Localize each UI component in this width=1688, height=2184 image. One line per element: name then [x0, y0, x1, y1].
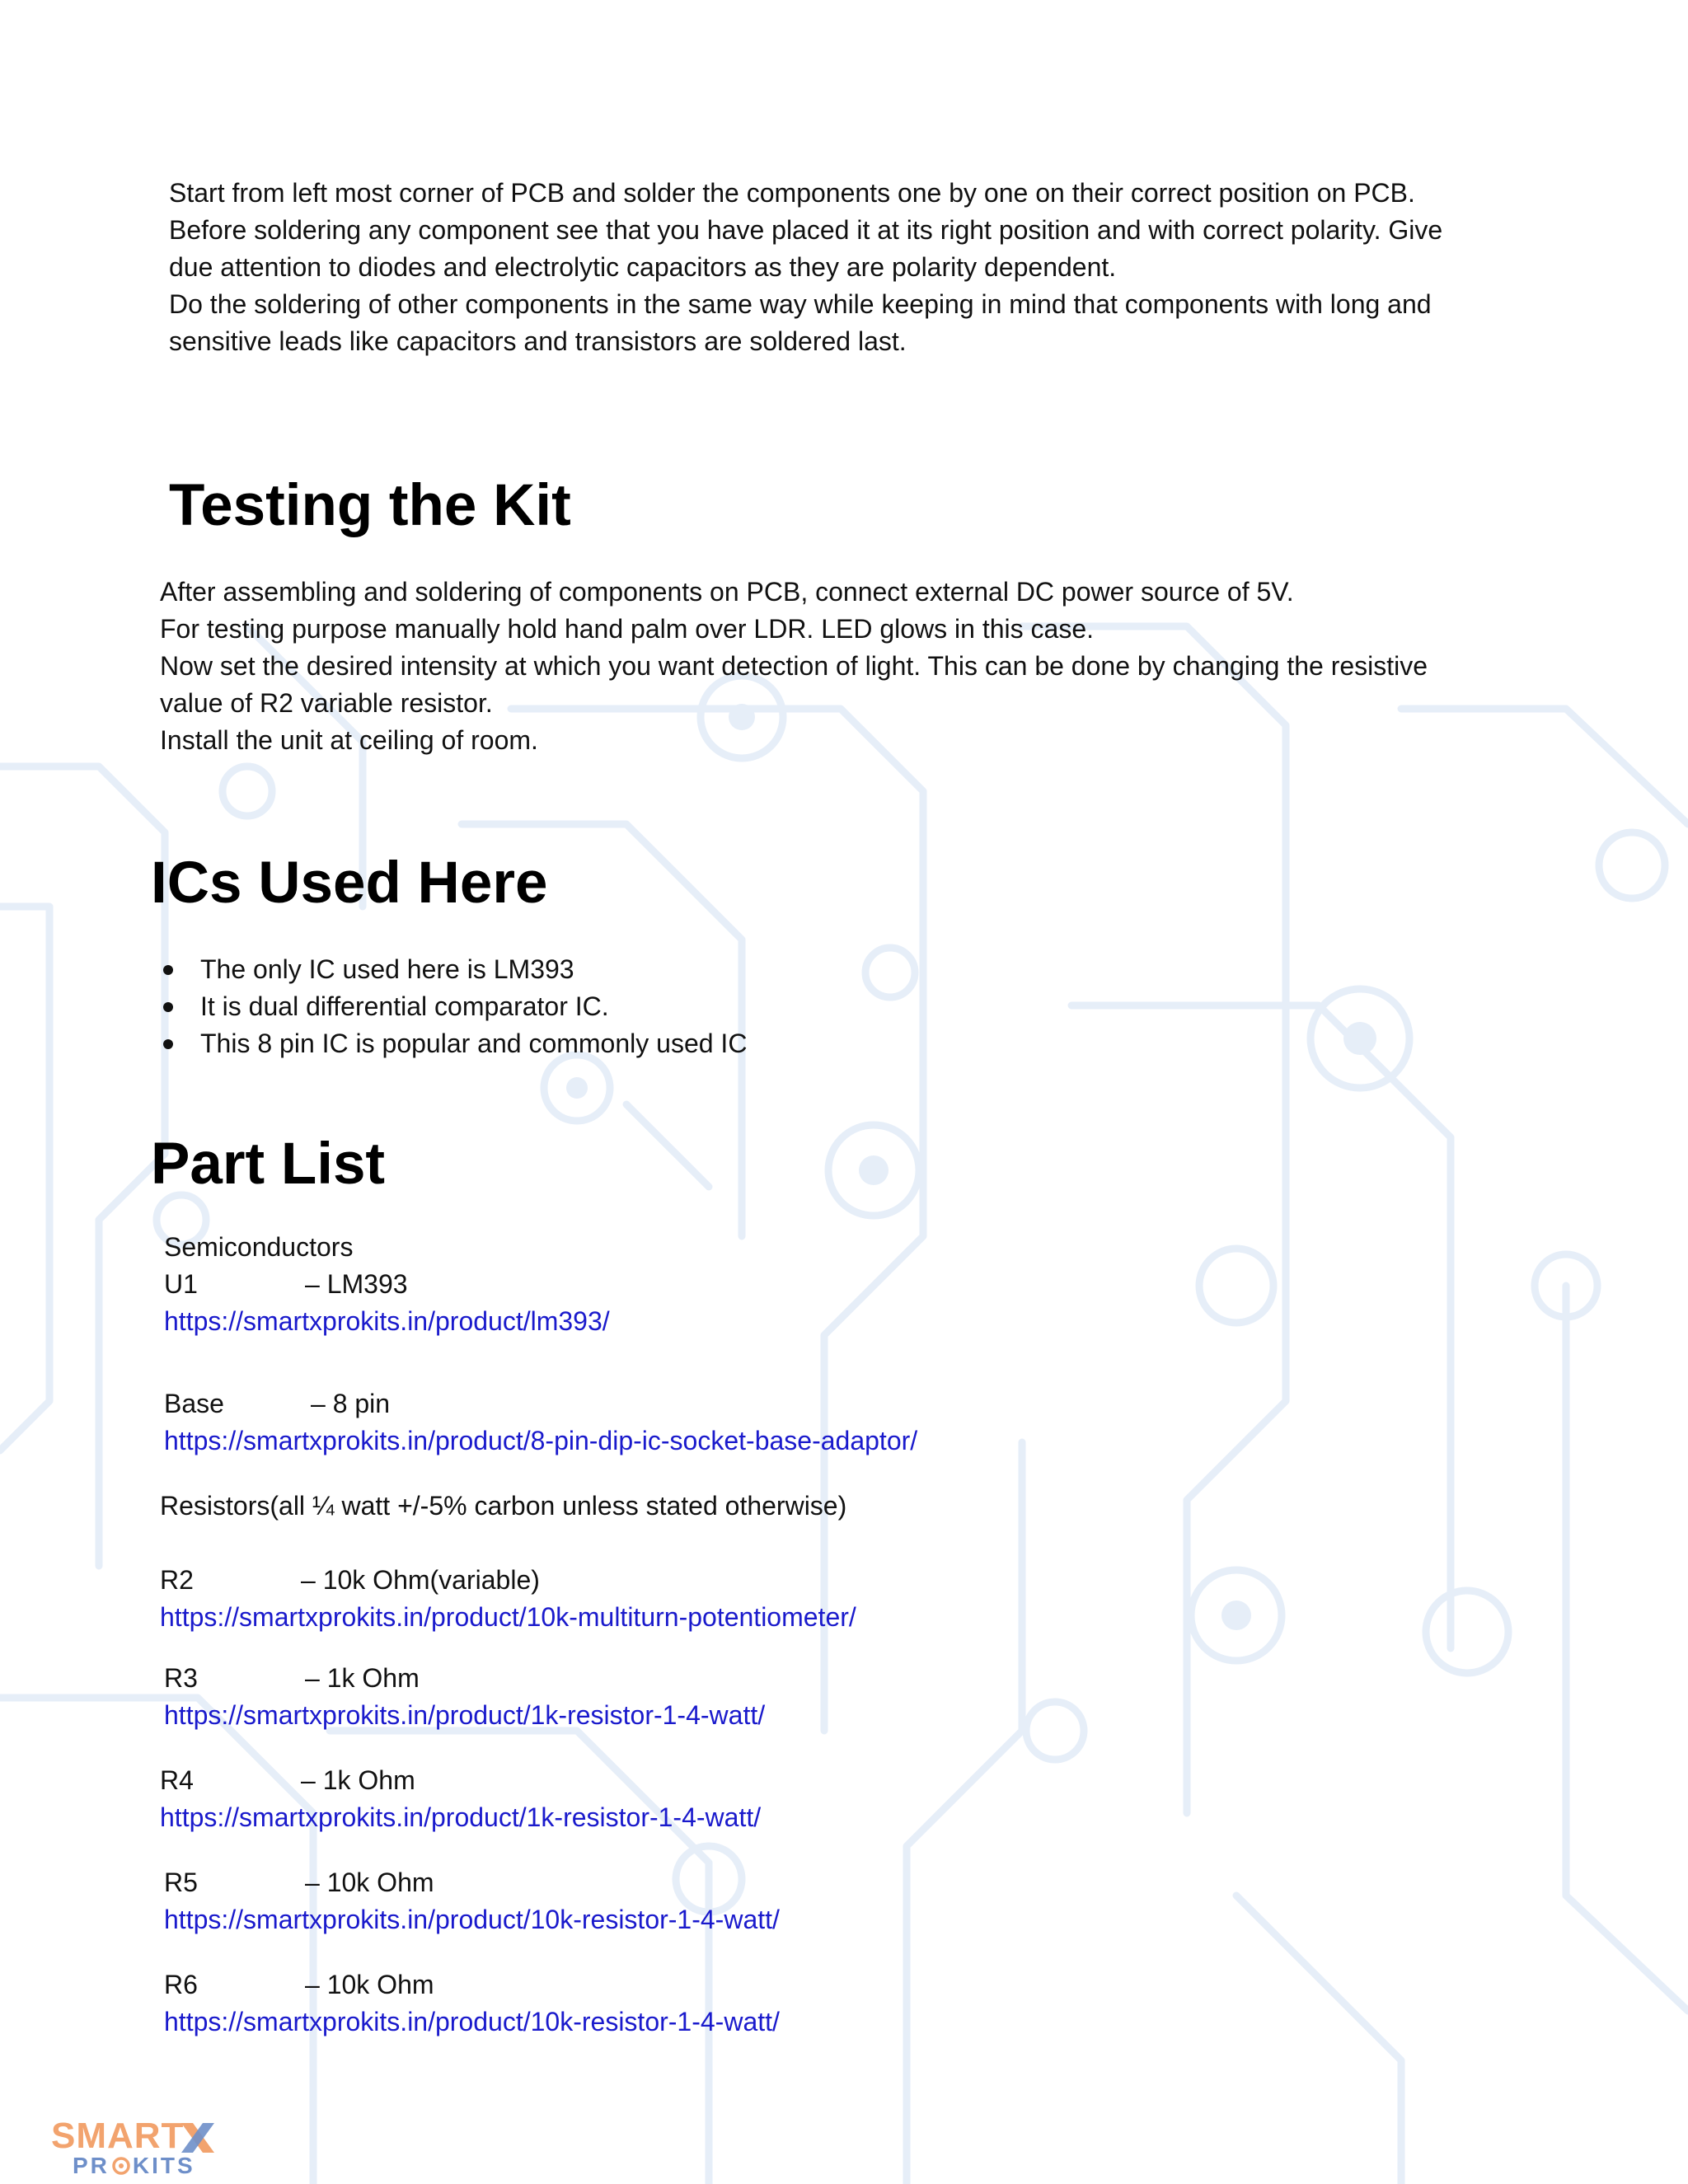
logo-word-smart: SMART — [51, 2116, 185, 2156]
part-ref: R5 — [164, 1868, 198, 1897]
list-item: This 8 pin IC is popular and commonly used IC — [162, 1025, 747, 1062]
logo-word-pr: PR — [73, 2153, 110, 2178]
part-value: – 1k Ohm — [305, 1663, 420, 1693]
part-link-r4[interactable]: https://smartxprokits.in/product/1k-resistor-1-4-watt/ — [160, 1802, 762, 1832]
assembly-line: Before soldering any component see that you have placed it at its right position and with correct polarity. Give — [169, 215, 1443, 245]
part-row-r4 — [160, 1762, 415, 1799]
part-row-r5 — [164, 1864, 434, 1901]
part-value: – 10k Ohm — [305, 1970, 434, 1999]
x-logo-icon — [180, 2121, 216, 2154]
gear-icon — [111, 2156, 131, 2176]
testing-line: For testing purpose manually hold hand palm over LDR. LED glows in this case. — [160, 614, 1095, 644]
testing-line: value of R2 variable resistor. — [160, 688, 493, 718]
assembly-line: due attention to diodes and electrolytic capacitors as they are polarity dependent. — [169, 252, 1117, 282]
part-row-u1 — [164, 1266, 408, 1303]
part-ref: R4 — [160, 1765, 194, 1795]
part-ref: Base — [164, 1389, 224, 1418]
list-item: It is dual differential comparator IC. — [162, 988, 747, 1025]
assembly-line: Do the soldering of other components in the same way while keeping in mind that components with long and — [169, 289, 1432, 319]
assembly-line: Start from left most corner of PCB and solder the components one by one on their correct position on PCB. — [169, 178, 1415, 208]
testing-instructions — [160, 574, 1428, 759]
list-item: The only IC used here is LM393 — [162, 951, 747, 988]
testing-heading: Testing the Kit — [169, 473, 571, 538]
assembly-instructions — [169, 175, 1442, 360]
part-link-base[interactable]: https://smartxprokits.in/product/8-pin-dip-ic-socket-base-adaptor/ — [164, 1426, 918, 1455]
testing-line: Install the unit at ceiling of room. — [160, 725, 538, 755]
assembly-line: sensitive leads like capacitors and transistors are soldered last. — [169, 326, 907, 356]
part-link-r5[interactable]: https://smartxprokits.in/product/10k-resistor-1-4-watt/ — [164, 1905, 780, 1934]
part-ref: R6 — [164, 1970, 198, 1999]
parts-heading: Part List — [151, 1132, 386, 1197]
part-row-r2 — [160, 1562, 540, 1599]
ics-bullet-list — [162, 951, 747, 1062]
part-link-r2[interactable]: https://smartxprokits.in/product/10k-multiturn-potentiometer/ — [160, 1602, 856, 1632]
logo-word-kits: KITS — [132, 2153, 195, 2178]
part-ref: R2 — [160, 1565, 194, 1595]
ics-heading: ICs Used Here — [151, 851, 548, 916]
part-link-r3[interactable]: https://smartxprokits.in/product/1k-resistor-1-4-watt/ — [164, 1700, 766, 1730]
testing-line: After assembling and soldering of components on PCB, connect external DC power source of 5V. — [160, 577, 1294, 607]
part-value: – 1k Ohm — [301, 1765, 415, 1795]
part-value: – 10k Ohm — [305, 1868, 434, 1897]
testing-line: Now set the desired intensity at which you want detection of light. This can be done by changing the resistive — [160, 651, 1428, 681]
semiconductors-label: Semiconductors — [164, 1232, 354, 1262]
resistors-label: Resistors(all ¼ watt +/-5% carbon unless stated otherwise) — [160, 1491, 847, 1521]
part-row-base — [164, 1385, 390, 1422]
brand-logo — [51, 2116, 216, 2182]
part-value: – 8 pin — [311, 1389, 391, 1418]
part-row-r6 — [164, 1966, 434, 2004]
part-value: – 10k Ohm(variable) — [301, 1565, 540, 1595]
part-link-u1[interactable]: https://smartxprokits.in/product/lm393/ — [164, 1306, 610, 1336]
part-ref: U1 — [164, 1269, 198, 1299]
part-ref: R3 — [164, 1663, 198, 1693]
logo-word-prokits — [73, 2153, 195, 2179]
part-value: – LM393 — [305, 1269, 408, 1299]
part-row-r3 — [164, 1660, 420, 1697]
part-link-r6[interactable]: https://smartxprokits.in/product/10k-resistor-1-4-watt/ — [164, 2007, 780, 2036]
